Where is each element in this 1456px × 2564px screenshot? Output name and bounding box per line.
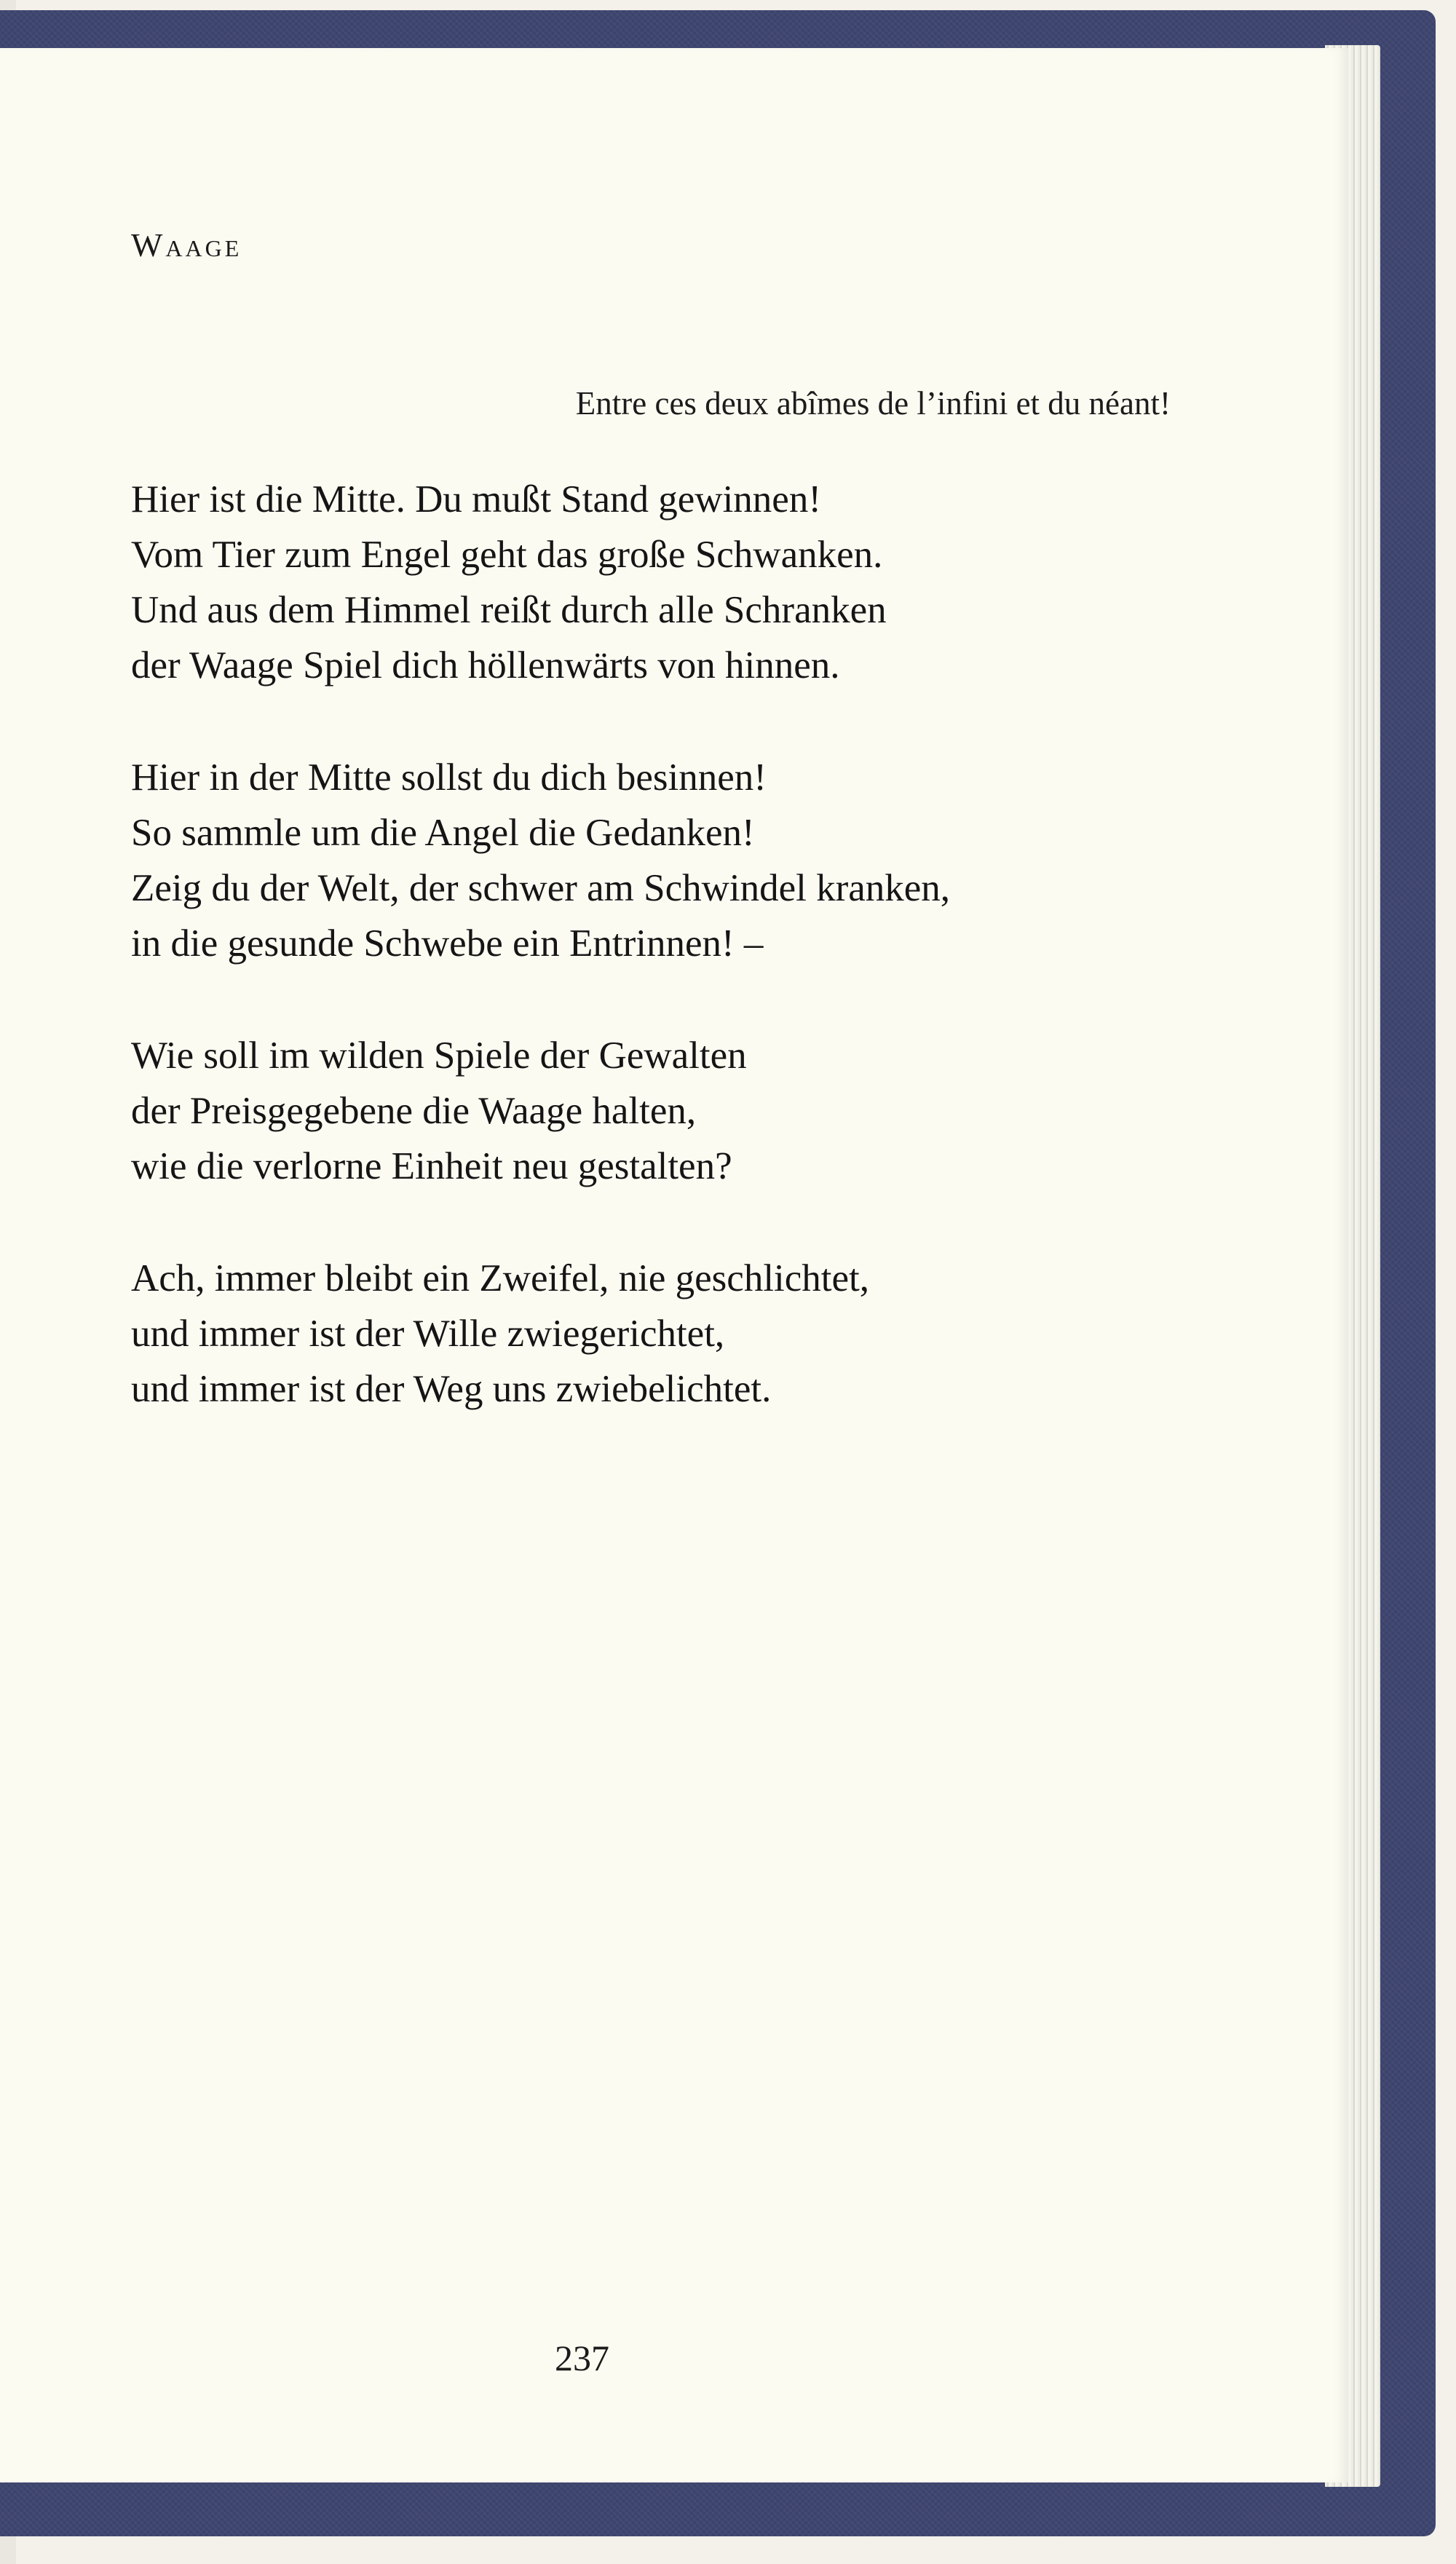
stanza-3 <box>131 1028 950 1194</box>
poem-line: in die gesunde Schwebe ein Entrinnen! – <box>131 922 764 965</box>
poem-line: und immer ist der Weg uns zwiebelichtet. <box>131 1368 772 1410</box>
poem-line: der Preisgegebene die Waage halten, <box>131 1090 697 1132</box>
stanza-4 <box>131 1251 950 1417</box>
poem-line: der Waage Spiel dich höllenwärts von hinnen. <box>131 644 840 686</box>
poem-line: So sammle um die Angel die Gedanken! <box>131 812 755 854</box>
book-page <box>0 48 1348 2482</box>
poem-title: Waage <box>131 226 242 264</box>
poem-line: und immer ist der Wille zwiegerichtet, <box>131 1313 725 1355</box>
page-number: 237 <box>555 2338 609 2378</box>
poem-line: Zeig du der Welt, der schwer am Schwindel kranken, <box>131 867 951 909</box>
poem-line: wie die verlorne Einheit neu gestalten? <box>131 1145 732 1187</box>
poem-line: Und aus dem Himmel reißt durch alle Schranken <box>131 589 887 631</box>
poem-line: Vom Tier zum Engel geht das große Schwanken. <box>131 534 883 576</box>
stanza-1 <box>131 472 950 693</box>
poem-body <box>131 472 950 1473</box>
poem-line: Ach, immer bleibt ein Zweifel, nie geschlichtet, <box>131 1257 870 1299</box>
poem-line: Hier in der Mitte sollst du dich besinnen! <box>131 756 767 799</box>
epigraph: Entre ces deux abîmes de l’infini et du néant! <box>575 385 1171 422</box>
stanza-2 <box>131 750 950 971</box>
poem-line: Wie soll im wilden Spiele der Gewalten <box>131 1034 747 1077</box>
poem-line: Hier ist die Mitte. Du mußt Stand gewinnen! <box>131 478 821 521</box>
